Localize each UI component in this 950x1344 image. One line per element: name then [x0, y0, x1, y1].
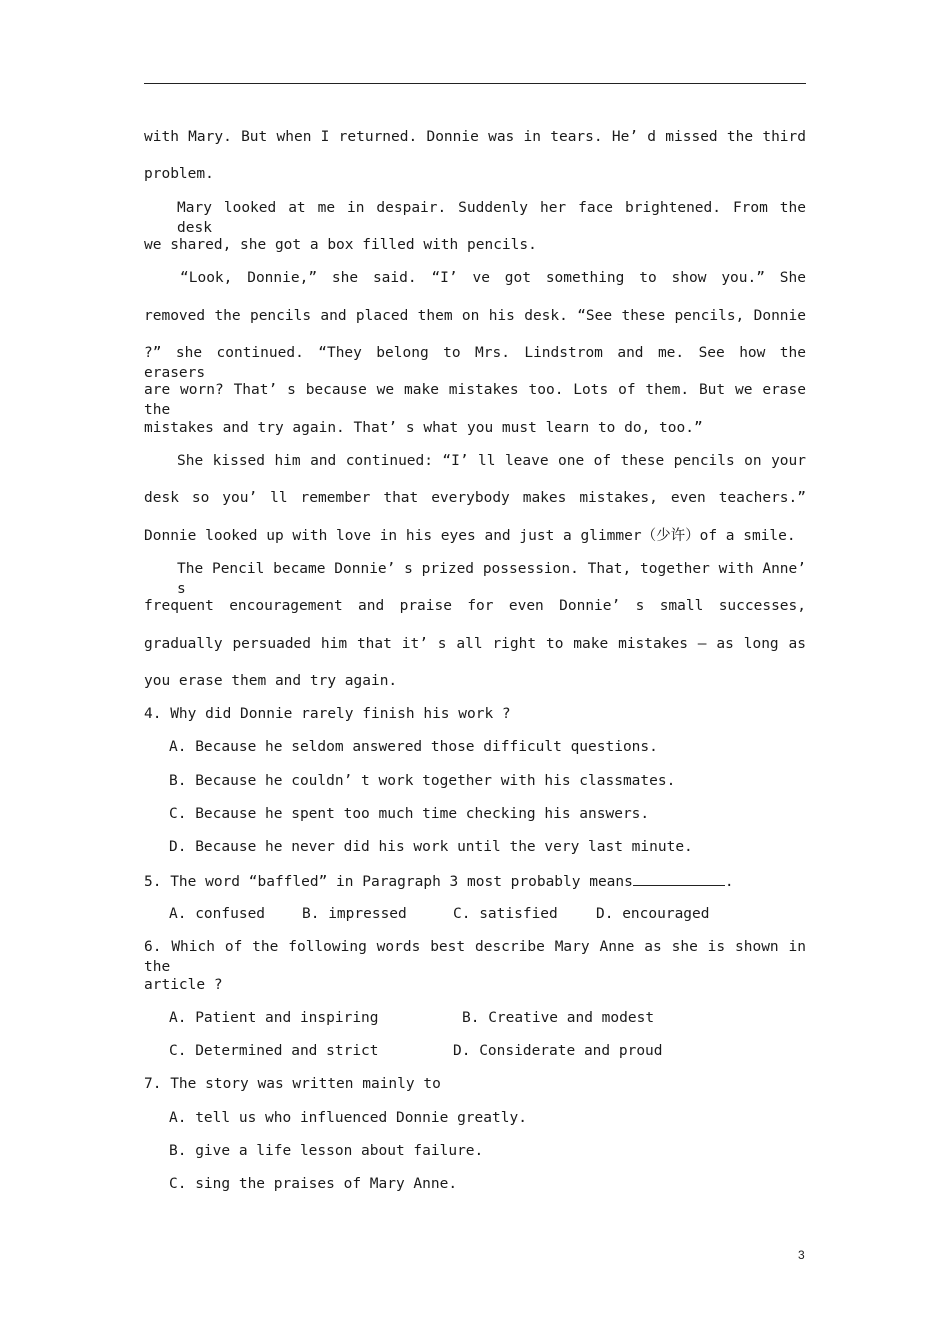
answer-blank — [633, 871, 725, 886]
passage-line: desk so you’ ll remember that everybody makes mistakes, even teachers.” — [144, 490, 806, 506]
passage-line: “Look, Donnie,” she said. “I’ ve got something to show you.” She — [180, 270, 806, 286]
q6-option-a: A. Patient and inspiring — [169, 1010, 379, 1026]
q4-option-a: A. Because he seldom answered those difficult questions. — [169, 739, 658, 755]
passage-line: problem. — [144, 166, 214, 182]
q5-option-a: A. confused — [169, 906, 266, 922]
passage-line: with Mary. But when I returned. Donnie was in tears. He’ d missed the third — [144, 129, 806, 145]
passage-line: Mary looked at me in despair. Suddenly her face brightened. From the desk — [177, 200, 806, 236]
passage-line: you erase them and try again. — [144, 673, 398, 689]
q4-option-d: D. Because he never did his work until the very last minute. — [169, 839, 693, 855]
page-number: 3 — [798, 1248, 805, 1262]
passage-line: The Pencil became Donnie’ s prized possession. That, together with Anne’ s — [177, 561, 806, 597]
passage-line: removed the pencils and placed them on his desk. “See these pencils, Donnie — [144, 308, 806, 324]
q5-option-b: B. impressed — [302, 906, 407, 922]
question-5-stem — [144, 871, 806, 892]
header-rule — [144, 83, 806, 84]
passage-line: we shared, she got a box filled with pencils. — [144, 237, 537, 253]
q6-option-b: B. Creative and modest — [462, 1010, 655, 1026]
q7-option-b: B. give a life lesson about failure. — [169, 1143, 484, 1159]
passage-line: gradually persuaded him that it’ s all right to make mistakes — as long as — [144, 636, 806, 652]
q7-option-c: C. sing the praises of Mary Anne. — [169, 1176, 458, 1192]
question-7-stem: 7. The story was written mainly to — [144, 1076, 441, 1092]
q4-option-b: B. Because he couldn’ t work together with his classmates. — [169, 773, 676, 789]
question-6-stem-cont: article ? — [144, 977, 223, 993]
passage-line: frequent encouragement and praise for even Donnie’ s small successes, — [144, 598, 806, 614]
q6-option-d: D. Considerate and proud — [453, 1043, 663, 1059]
passage-line: mistakes and try again. That’ s what you must learn to do, too.” — [144, 420, 703, 436]
q5-option-d: D. encouraged — [596, 906, 710, 922]
question-6-stem: 6. Which of the following words best describe Mary Anne as she is shown in the — [144, 939, 806, 975]
q6-option-c: C. Determined and strict — [169, 1043, 379, 1059]
passage-line: are worn? That’ s because we make mistakes too. Lots of them. But we erase the — [144, 382, 806, 418]
passage-line: ?” she continued. “They belong to Mrs. Lindstrom and me. See how the erasers — [144, 345, 806, 381]
q5-stem-end: . — [724, 874, 734, 890]
passage-line: Donnie looked up with love in his eyes and just a glimmer（少许）of a smile. — [144, 528, 796, 544]
q7-option-a: A. tell us who influenced Donnie greatly. — [169, 1110, 527, 1126]
q5-stem-text: 5. The word “baffled” in Paragraph 3 most probably means — [144, 874, 633, 890]
passage-line: She kissed him and continued: “I’ ll leave one of these pencils on your — [177, 453, 806, 469]
q4-option-c: C. Because he spent too much time checking his answers. — [169, 806, 650, 822]
q5-option-c: C. satisfied — [453, 906, 558, 922]
question-4-stem: 4. Why did Donnie rarely finish his work ? — [144, 706, 511, 722]
